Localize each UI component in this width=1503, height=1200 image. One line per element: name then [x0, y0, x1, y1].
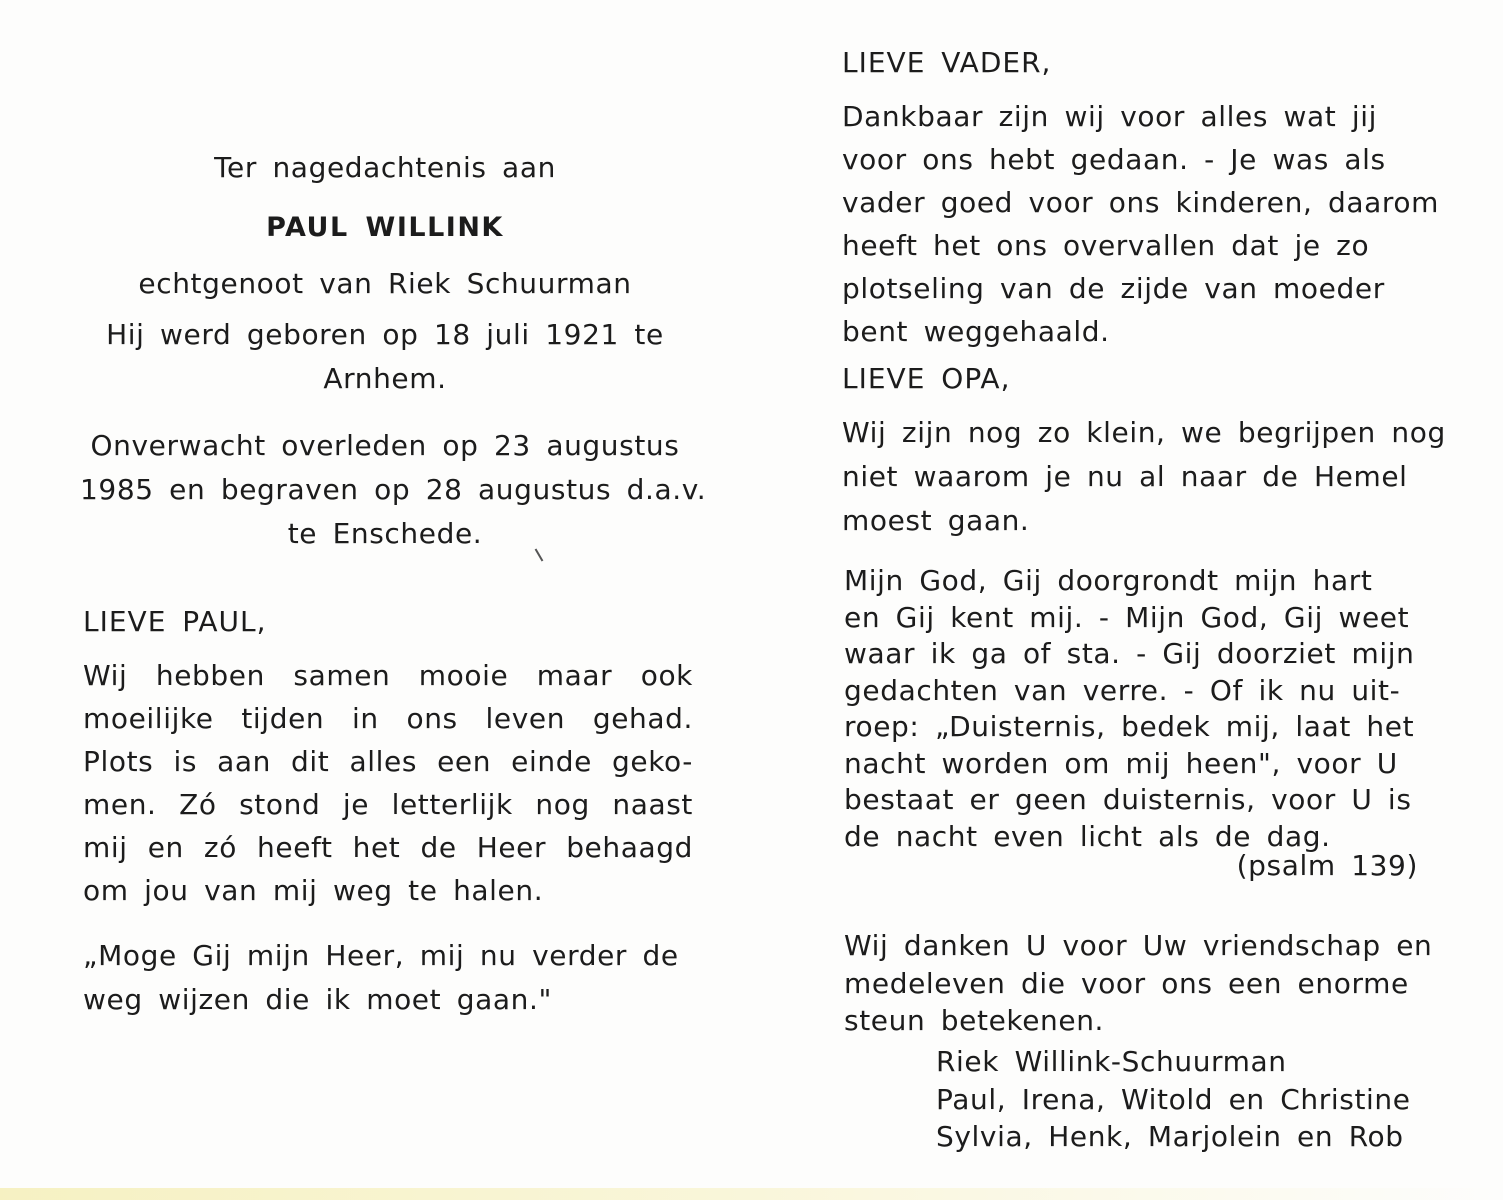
lieve-vader-text — [842, 95, 1447, 353]
birth-line: Hij werd geboren op 18 juli 1921 te — [106, 318, 664, 351]
text-line: vader goed voor ons kinderen, daarom — [842, 186, 1439, 219]
text-line: Plots is aan dit alles een einde geko- — [83, 745, 693, 778]
text-line: medeleven die voor ons een enorme — [844, 966, 1409, 1000]
text-line: plotseling van de zijde van moeder — [842, 272, 1385, 305]
text-line: heeft het ons overvallen dat je zo — [842, 229, 1370, 262]
death-line: te Enschede. — [287, 517, 483, 550]
lieve-paul-heading: LIEVE PAUL, — [83, 605, 267, 638]
psalm-text — [844, 563, 1418, 855]
psalm-reference: (psalm 139) — [1236, 849, 1418, 882]
signature-line: Paul, Irena, Witold en Christine — [936, 1082, 1411, 1116]
memorial-intro: Ter nagedachtenis aan — [214, 151, 556, 184]
text-line: waar ik ga of sta. - Gij doorziet mijn — [844, 637, 1415, 670]
text-line: gedachten van verre. - Of ik nu uit- — [844, 673, 1401, 707]
text-line: bestaat er geen duisternis, voor U is — [844, 783, 1412, 816]
lieve-opa-heading: LIEVE OPA, — [842, 362, 1011, 395]
text-line: Wij hebben samen mooie maar ook — [83, 659, 693, 692]
text-line: en Gij kent mij. - Mijn God, Gij weet — [844, 600, 1410, 634]
text-line: bent weggehaald. — [842, 315, 1110, 348]
text-line: „Moge Gij mijn Heer, mij nu verder de — [83, 939, 679, 972]
text-line: moest gaan. — [842, 504, 1030, 537]
text-line: weg wijzen die ik moet gaan." — [83, 983, 552, 1016]
birth-info — [80, 313, 690, 401]
text-line: Wij danken U voor Uw vriendschap en — [844, 929, 1433, 962]
birth-line: Arnhem. — [323, 362, 447, 395]
text-line: voor ons hebt gedaan. - Je was als — [842, 143, 1386, 176]
death-line: Onverwacht overleden op 23 augustus — [90, 429, 680, 462]
text-line: Dankbaar zijn wij voor alles wat jij — [842, 100, 1377, 133]
text-line: de nacht even licht als de dag. — [844, 819, 1331, 853]
text-line: men. Zó stond je letterlijk nog naast — [83, 788, 693, 821]
spouse-line: echtgenoot van Riek Schuurman — [138, 267, 632, 300]
text-line: nacht worden om mij heen", voor U — [844, 746, 1398, 780]
text-line: steun betekenen. — [844, 1004, 1105, 1037]
text-line: moeilijke tijden in ons leven gehad. — [83, 702, 693, 735]
death-info — [80, 424, 707, 556]
death-line: 1985 en begraven op 28 augustus d.a.v. — [80, 473, 707, 506]
signature-line: Riek Willink-Schuurman — [936, 1045, 1287, 1078]
text-line: roep: „Duisternis, bedek mij, laat het — [844, 710, 1415, 743]
deceased-name: PAUL WILLINK — [266, 212, 504, 243]
text-line: om jou van mij weg te halen. — [83, 874, 544, 907]
prayer-quote — [83, 934, 693, 1022]
thanks-text — [844, 927, 1454, 1040]
text-line: Wij zijn nog zo klein, we begrijpen nog — [842, 416, 1446, 449]
lieve-paul-text — [83, 654, 693, 912]
text-line: Mijn God, Gij doorgrondt mijn hart — [844, 564, 1373, 597]
text-line: niet waarom je nu al naar de Hemel — [842, 460, 1408, 493]
card-edge-tint — [0, 1188, 1503, 1200]
family-signatures — [936, 1043, 1456, 1156]
signature-line: Sylvia, Henk, Marjolein en Rob — [936, 1120, 1404, 1153]
lieve-vader-heading: LIEVE VADER, — [842, 46, 1052, 79]
text-line: mij en zó heeft het de Heer behaagd — [83, 831, 693, 864]
lieve-opa-text — [842, 411, 1447, 543]
